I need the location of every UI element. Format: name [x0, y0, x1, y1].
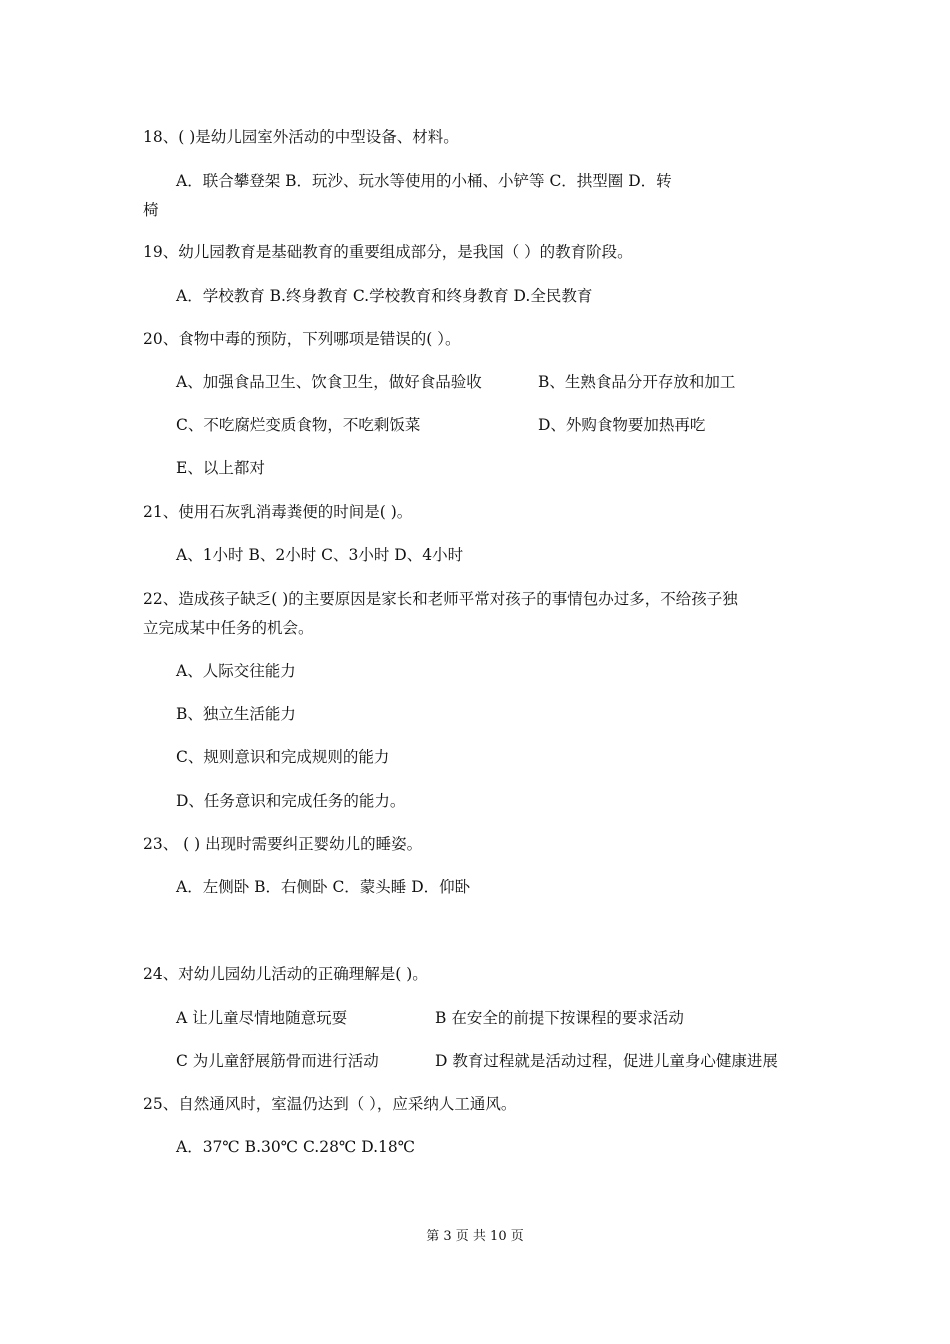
- question-20-stem: 20、食物中毒的预防，下列哪项是错误的( ）。: [143, 330, 461, 348]
- question-20-option-c: C、不吃腐烂变质食物，不吃剩饭菜: [176, 416, 421, 434]
- question-24-option-a: A 让儿童尽情地随意玩耍: [176, 1009, 348, 1027]
- question-18-stem: 18、( )是幼儿园室外活动的中型设备、材料。: [143, 128, 459, 146]
- question-18-options-wrap: 椅: [143, 201, 159, 219]
- question-22-stem-wrap: 立完成某中任务的机会。: [143, 619, 314, 637]
- question-22-option-b: B、独立生活能力: [176, 705, 296, 723]
- page-number-footer: 第 3 页 共 10 页: [426, 1229, 524, 1244]
- question-24-option-c: C 为儿童舒展筋骨而进行活动: [176, 1052, 379, 1070]
- question-22-option-a: A、人际交往能力: [176, 662, 296, 680]
- question-23-stem: 23、 ( ) 出现时需要纠正婴幼儿的睡姿。: [143, 835, 423, 853]
- question-22-option-d: D、任务意识和完成任务的能力。: [176, 792, 406, 810]
- question-19-options: A．学校教育 B.终身教育 C.学校教育和终身教育 D.全民教育: [176, 287, 593, 305]
- question-20-option-e: E、以上都对: [176, 459, 265, 477]
- question-20-option-d: D、外购食物要加热再吃: [538, 416, 706, 434]
- question-24-stem: 24、对幼儿园幼儿活动的正确理解是( )。: [143, 965, 428, 983]
- question-18-options: A．联合攀登架 B．玩沙、玩水等使用的小桶、小铲等 C．拱型圈 D．转: [176, 172, 672, 190]
- question-24-option-b: B 在安全的前提下按课程的要求活动: [435, 1009, 684, 1027]
- question-20-option-b: B、生熟食品分开存放和加工: [538, 373, 736, 391]
- question-22-stem: 22、造成孩子缺乏( )的主要原因是家长和老师平常对孩子的事情包办过多，不给孩子独: [143, 590, 738, 608]
- question-21-options: A、1小时 B、2小时 C、3小时 D、4小时: [176, 546, 464, 564]
- question-23-options: A．左侧卧 B．右侧卧 C．蒙头睡 D．仰卧: [176, 878, 471, 896]
- question-25-stem: 25、自然通风时，室温仍达到（ ），应采纳人工通风。: [143, 1095, 517, 1113]
- question-20-option-a: A、加强食品卫生、饮食卫生，做好食品验收: [176, 373, 482, 391]
- question-22-option-c: C、规则意识和完成规则的能力: [176, 748, 390, 766]
- question-24-option-d: D 教育过程就是活动过程，促进儿童身心健康进展: [435, 1052, 778, 1070]
- question-21-stem: 21、使用石灰乳消毒粪便的时间是( )。: [143, 503, 413, 521]
- question-19-stem: 19、幼儿园教育是基础教育的重要组成部分，是我国（ ）的教育阶段。: [143, 243, 633, 261]
- question-25-options: A．37℃ B.30℃ C.28℃ D.18℃: [176, 1138, 416, 1156]
